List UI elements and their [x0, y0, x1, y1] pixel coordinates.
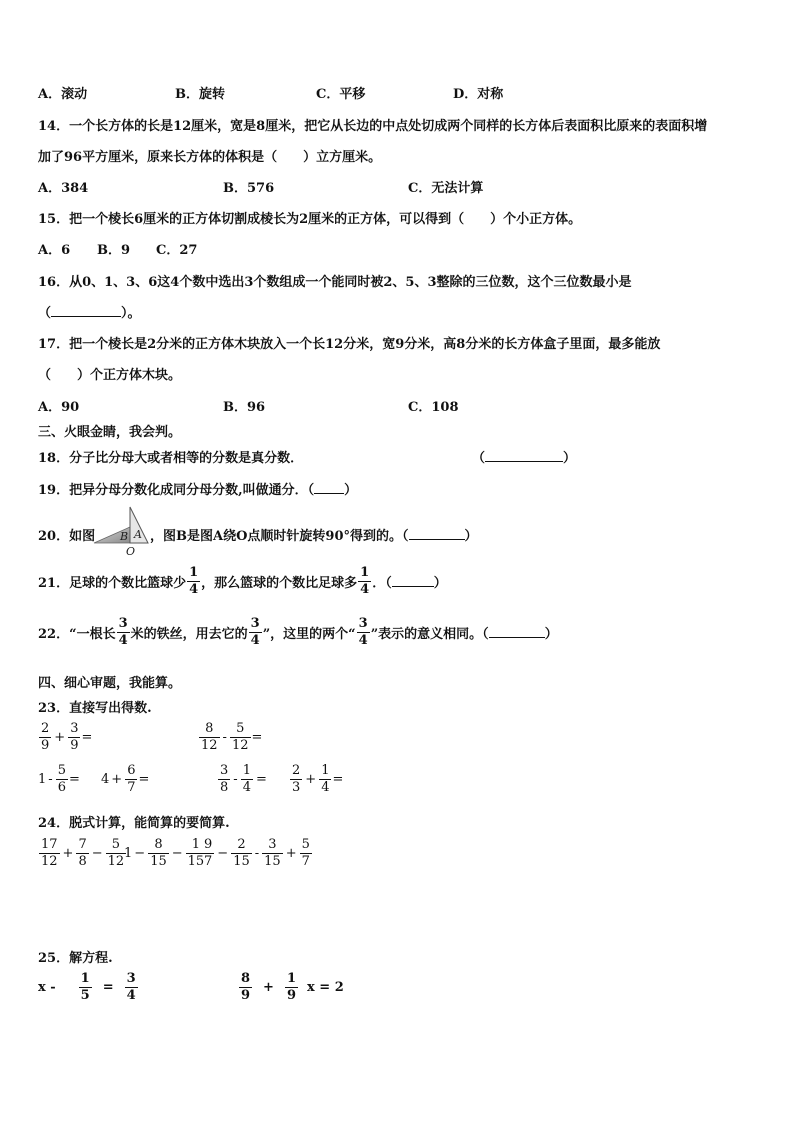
section-4-heading: 四、细心审题，我能算。 [38, 676, 182, 691]
q24-expr-3: $\frac{9}{7}$ − $\frac{2}{15}$ - $\frac{3}{15}$ + $\frac{5}{7}$ [204, 837, 310, 869]
q22-answer-blank[interactable] [489, 627, 545, 638]
q25-equation-2: $\frac{8}{9}$ + $\frac{1}{9}$ x = 2 [241, 971, 344, 1003]
q23-expr-1: $\frac{2}{9}$ + $\frac{3}{9}$ = [41, 721, 93, 753]
q22-line: 22．“一根长 $\frac{3}{4}$ 米的铁丝，用去它的 $\frac{3}{4}$ ”，这里的两个“ $\frac{3}{4}$ ”表示的意义相同。（ ） [38, 616, 558, 648]
q23-expr-2: $\frac{8}{12}$ - $\frac{5}{12}$ = [201, 721, 263, 753]
label-b: B [120, 530, 129, 543]
q17-line2: （ ）个正方体木块。 [38, 368, 182, 383]
q23-expr-6: $\frac{2}{3}$ + $\frac{1}{4}$ = [292, 763, 344, 795]
q20-text: ，图B是图A绕O点顺时针旋转90°得到的。（ ） [150, 529, 478, 544]
q15-option-b: B．9 [97, 243, 131, 258]
q16-line1: 16．从0、1、3、6这4个数中选出3个数组成一个能同时被2、5、3整除的三位数，这个三位数最小是 [38, 275, 632, 290]
q22-fraction-1: $\frac{3}{4}$ [118, 616, 128, 648]
q17-line1: 17．把一个棱长是2分米的正方体木块放入一个长12分米，宽9分米，高8分米的长方体盒子里面，最多能放 [38, 337, 661, 352]
label-o: O [126, 545, 136, 557]
q14-line2: 加了96平方厘米，原来长方体的体积是（ ）立方厘米。 [38, 150, 382, 165]
q14-option-c: C．无法计算 [408, 181, 484, 196]
q17-option-a: A．90 [38, 400, 80, 415]
q14-line1: 14．一个长方体的长是12厘米，宽是8厘米，把它从长边的中点处切成两个同样的长方体后表面积比原来的表面积增 [38, 119, 708, 134]
q20-answer-blank[interactable] [409, 539, 465, 540]
q20-rotation-figure [92, 505, 156, 557]
q23-expr-3: 1 - $\frac{5}{6}$ = [38, 763, 80, 795]
q13-option-a: A．滚动 [38, 87, 88, 102]
q24-expr-2: 1 − $\frac{8}{15}$ − $\frac{1}{15}$ [124, 837, 205, 869]
q15-option-c: C．27 [156, 243, 198, 258]
q24-expr-1: $\frac{17}{12}$ + $\frac{7}{8}$ − $\frac{5}{12}$ [41, 837, 125, 869]
q15-text: 15．把一个棱长6厘米的正方体切割成棱长为2厘米的正方体，可以得到（ ）个小正方体。 [38, 212, 582, 227]
q14-option-b: B．576 [223, 181, 275, 196]
q22-fraction-3: $\frac{3}{4}$ [358, 616, 368, 648]
q13-option-c: C．平移 [316, 87, 366, 102]
q25-title: 25．解方程. [38, 951, 113, 966]
q20-pre: 20．如图 [38, 529, 96, 544]
q23-expr-5: $\frac{3}{8}$ - $\frac{1}{4}$ = [220, 763, 267, 795]
q19-text: 19．把异分母分数化成同分母分数,叫做通分．（ ） [38, 483, 358, 498]
q22-fraction-2: $\frac{3}{4}$ [250, 616, 260, 648]
q13-option-b: B．旋转 [175, 87, 225, 102]
label-a: A [134, 528, 142, 541]
q18-answer: （ ） [472, 451, 577, 466]
q19-answer-blank[interactable] [314, 493, 344, 494]
q17-option-c: C．108 [408, 400, 459, 415]
q15-option-a: A．6 [38, 243, 71, 258]
q16-line2: （ ）。 [38, 306, 141, 321]
q23-title: 23．直接写出得数. [38, 701, 152, 716]
q18-answer-blank[interactable] [485, 461, 563, 462]
q14-option-a: A．384 [38, 181, 89, 196]
q21-line: 21．足球的个数比篮球少 $\frac{1}{4}$ ，那么篮球的个数比足球多 $\frac{1}{4}$ ．（ ） [38, 565, 447, 597]
q17-option-b: B．96 [223, 400, 266, 415]
section-3-heading: 三、火眼金睛，我会判。 [38, 425, 182, 440]
q16-answer-blank[interactable] [51, 316, 121, 317]
q13-option-d: D．对称 [453, 87, 504, 102]
q25-equation-1: x - $\frac{1}{5}$ = $\frac{3}{4}$ [38, 971, 136, 1003]
q21-fraction-2: $\frac{1}{4}$ [360, 565, 370, 597]
q18-text: 18．分子比分母大或者相等的分数是真分数． [38, 451, 304, 466]
q24-title: 24．脱式计算，能简算的要简算. [38, 816, 230, 831]
q21-answer-blank[interactable] [392, 576, 434, 587]
q21-fraction-1: $\frac{1}{4}$ [189, 565, 199, 597]
q23-expr-4: 4 + $\frac{6}{7}$ = [101, 763, 150, 795]
